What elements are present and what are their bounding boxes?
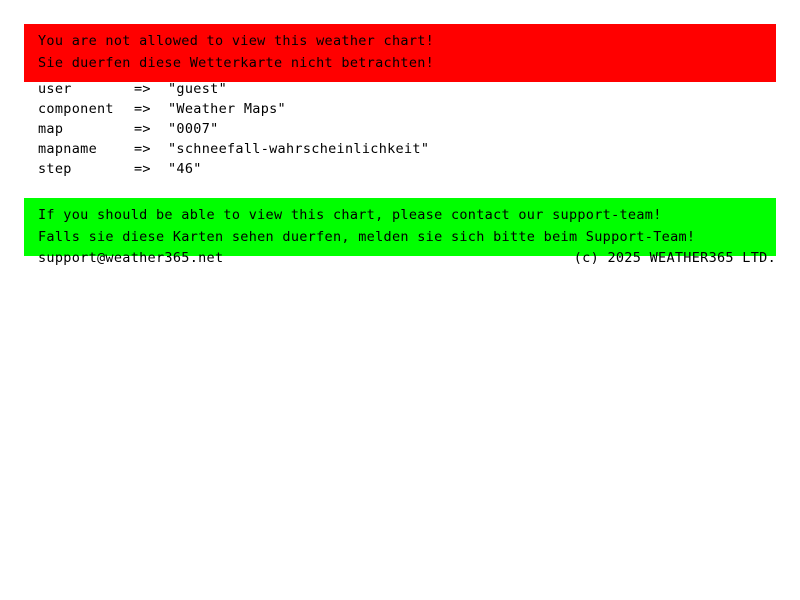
detail-arrow: => [134,161,151,177]
detail-key-component: component [38,101,114,117]
detail-arrow: => [134,121,151,137]
request-details [38,79,429,179]
detail-value-user: "guest" [168,81,227,97]
detail-arrow: => [134,101,151,117]
detail-arrow: => [134,81,151,97]
error-banner-line-en: You are not allowed to view this weather chart! [38,33,435,49]
detail-key-mapname: mapname [38,141,97,157]
detail-key-map: map [38,121,64,137]
detail-value-mapname: "schneefall-wahrscheinlichkeit" [168,141,430,157]
copyright-text: (c) 2025 WEATHER365 LTD. [573,250,776,266]
detail-key-user: user [38,81,72,97]
detail-row [38,159,429,179]
info-banner [24,198,776,256]
detail-row [38,119,429,139]
error-banner [24,24,776,82]
detail-row [38,139,429,159]
detail-row [38,79,429,99]
detail-value-step: "46" [168,161,202,177]
info-banner-line-en: If you should be able to view this chart, please contact our support-team! [38,207,662,223]
error-banner-line-de: Sie duerfen diese Wetterkarte nicht betrachten! [38,55,435,71]
detail-value-component: "Weather Maps" [168,101,286,117]
footer [38,250,776,266]
info-banner-line-de: Falls sie diese Karten sehen duerfen, melden sie sich bitte beim Support-Team! [38,229,696,245]
detail-value-map: "0007" [168,121,219,137]
detail-row [38,99,429,119]
detail-arrow: => [134,141,151,157]
support-email-link[interactable]: support@weather365.net [38,250,224,266]
detail-key-step: step [38,161,72,177]
